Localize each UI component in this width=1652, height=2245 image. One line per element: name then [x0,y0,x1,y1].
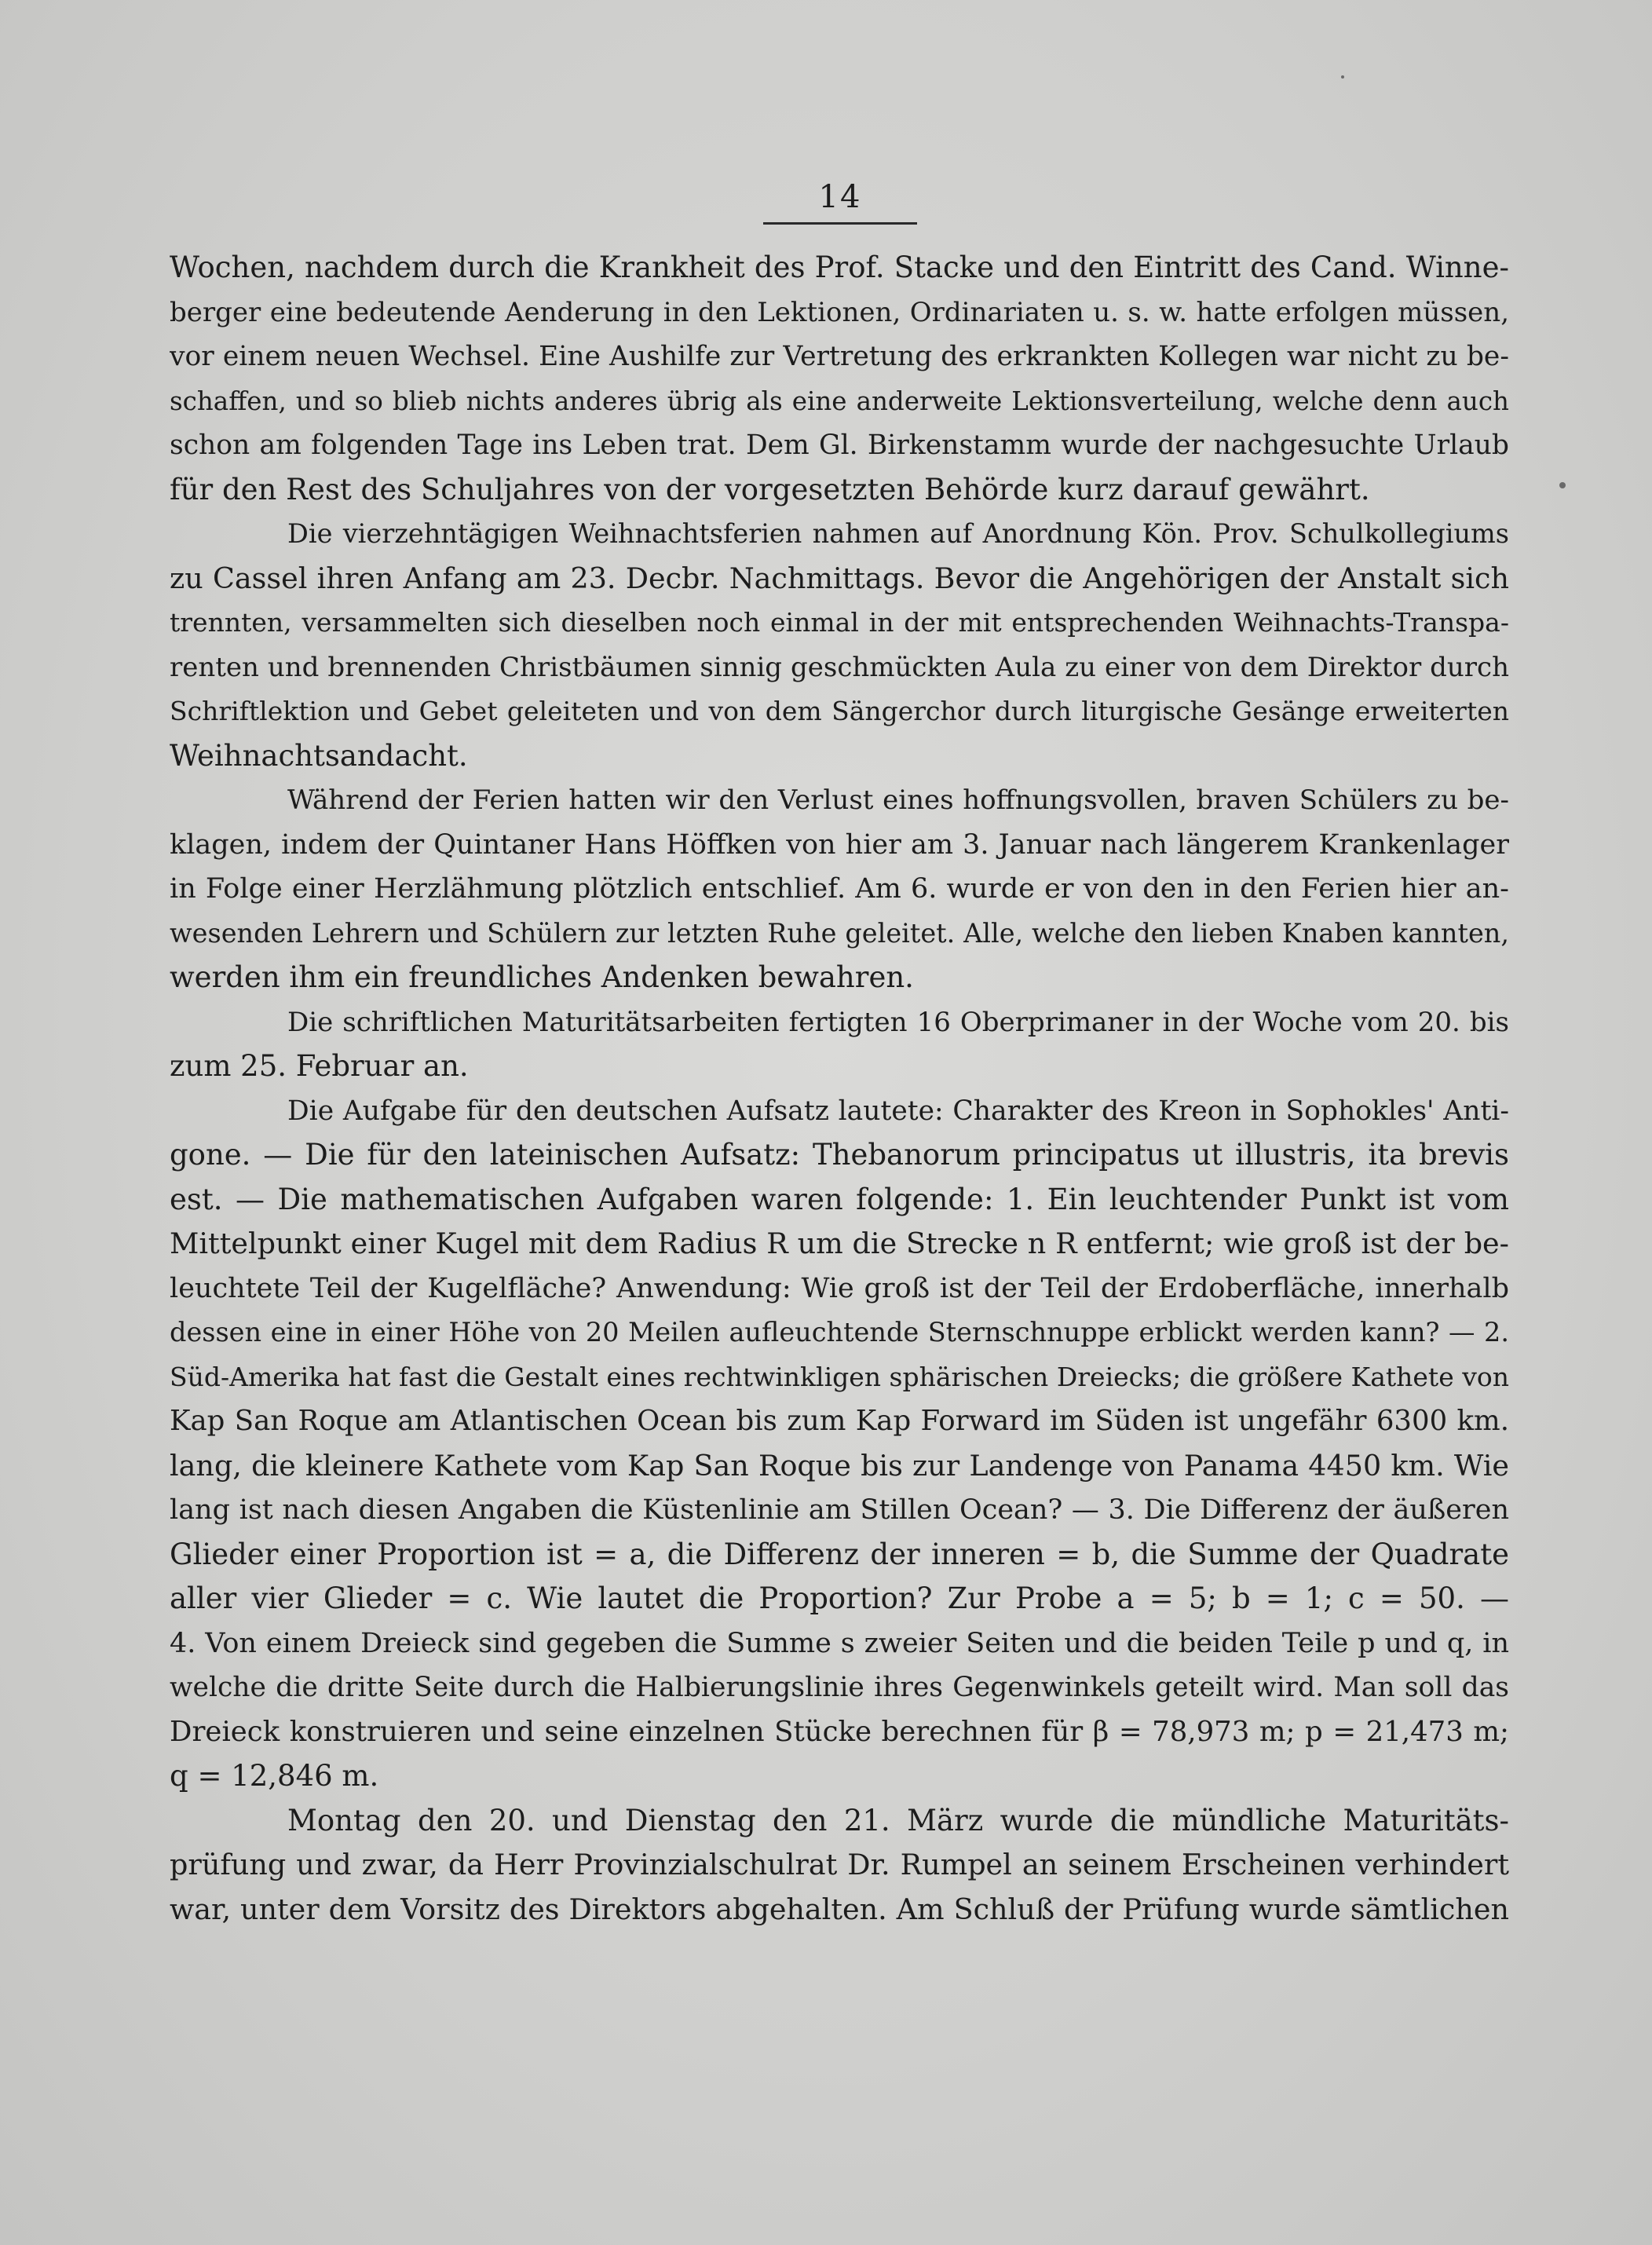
text-line: 4. Von einem Dreieck sind gegeben die Summe s zweier Seiten und die beiden Teile p und q, in [170,1627,1509,1659]
text-line: dessen eine in einer Höhe von 20 Meilen aufleuchtende Sternschnuppe erblickt werden kann? — 2. [170,1317,1509,1347]
text-line: in Folge einer Herzlähmung plötzlich entschlief. Am 6. wurde er von den in den Ferien hier an- [170,873,1509,905]
text-line: renten und brennenden Christbäumen sinnig geschmückten Aula zu einer von dem Direktor durch [170,651,1509,683]
text-line: leuchtete Teil der Kugelfläche? Anwendung: Wie groß ist der Teil der Erdoberfläche, innerhalb [170,1272,1509,1304]
text-line: klagen, indem der Quintaner Hans Höffken von hier am 3. Januar nach längerem Krankenlager [170,828,1509,861]
text-line: Süd-Amerika hat fast die Gestalt eines rechtwinkligen sphärischen Dreiecks; die größere Kathete von [170,1361,1509,1392]
paper-speck [1341,75,1344,79]
text-line: lang ist nach diesen Angaben die Küstenlinie am Stillen Ocean? — 3. Die Differenz der äußeren [170,1494,1509,1526]
text-line: vor einem neuen Wechsel. Eine Aushilfe zur Vertretung des erkrankten Kollegen war nicht zu be- [170,341,1509,372]
page-number: 14 [818,179,862,215]
text-line: Schriftlektion und Gebet geleiteten und von dem Sängerchor durch liturgische Gesänge erweiterten [170,696,1509,726]
text-line: gone. — Die für den lateinischen Aufsatz: Thebanorum principatus ut illustris, ita brevis [170,1138,1509,1172]
text-line: lang, die kleinere Kathete vom Kap San Roque bis zur Landenge von Panama 4450 km. Wie [170,1448,1509,1483]
text-line: est. — Die mathematischen Aufgaben waren folgende: 1. Ein leuchtender Punkt ist vom [170,1182,1509,1216]
header-rule [763,222,917,225]
text-line: wesenden Lehrern und Schülern zur letzten Ruhe geleitet. Alle, welche den lieben Knaben kannten, [170,917,1509,949]
text-line: Mittelpunkt einer Kugel mit dem Radius R um die Strecke n R entfernt; wie groß ist der be- [170,1227,1509,1260]
body-text [170,246,1509,1932]
text-line: berger eine bedeutende Aenderung in den Lektionen, Ordinariaten u. s. w. hatte erfolgen müssen, [170,296,1509,328]
text-line: zum 25. Februar an. [170,1049,469,1083]
text-line: war, unter dem Vorsitz des Direktors abgehalten. Am Schluß der Prüfung wurde sämtlichen [170,1892,1509,1926]
text-line: Kap San Roque am Atlantischen Ocean bis zum Kap Forward im Süden ist ungefähr 6300 km. [170,1405,1509,1437]
text-line: Die schriftlichen Maturitätsarbeiten fertigten 16 Oberprimaner in der Woche vom 20. bis [287,1006,1509,1038]
text-line: schaffen, und so blieb nichts anderes übrig als eine anderweite Lektionsverteilung, welche denn auch [170,386,1509,416]
text-line: zu Cassel ihren Anfang am 23. Decbr. Nachmittags. Bevor die Angehörigen der Anstalt sich [170,561,1509,595]
text-line: Die vierzehntägigen Weihnachtsferien nahmen auf Anordnung Kön. Prov. Schulkollegiums [287,518,1509,549]
text-line: Wochen, nachdem durch die Krankheit des Prof. Stacke und den Eintritt des Cand. Winne- [170,250,1509,284]
text-line: aller vier Glieder = c. Wie lautet die Proportion? Zur Probe a = 5; b = 1; c = 50. — [170,1581,1509,1615]
text-line: für den Rest des Schuljahres von der vorgesetzten Behörde kurz darauf gewährt. [170,472,1370,506]
text-line: trennten, versammelten sich dieselben noch einmal in der mit entsprechenden Weihnachts-Transpa- [170,607,1509,638]
text-line: Die Aufgabe für den deutschen Aufsatz lautete: Charakter des Kreon in Sophokles' Anti- [287,1095,1509,1127]
text-line: Während der Ferien hatten wir den Verlust eines hoffnungsvollen, braven Schülers zu be- [287,784,1509,816]
text-line: schon am folgenden Tage ins Leben trat. Dem Gl. Birkenstamm wurde der nachgesuchte Urlaub [170,430,1509,461]
paper-speck [1559,482,1566,488]
text-line: prüfung und zwar, da Herr Provinzialschulrat Dr. Rumpel an seinem Erscheinen verhindert [170,1848,1509,1881]
text-line: werden ihm ein freundliches Andenken bewahren. [170,960,914,994]
text-line: welche die dritte Seite durch die Halbierungslinie ihres Gegenwinkels geteilt wird. Man soll das [170,1672,1509,1703]
text-line: Glieder einer Proportion ist = a, die Differenz der inneren = b, die Summe der Quadrate [170,1537,1509,1571]
text-line: q = 12,846 m. [170,1759,379,1793]
text-line: Montag den 20. und Dienstag den 21. März wurde die mündliche Maturitäts- [287,1803,1509,1837]
text-line: Weihnachtsandacht. [170,738,468,773]
text-line: Dreieck konstruieren und seine einzelnen Stücke berechnen für β = 78,973 m; p = 21,473 m; [170,1715,1509,1748]
